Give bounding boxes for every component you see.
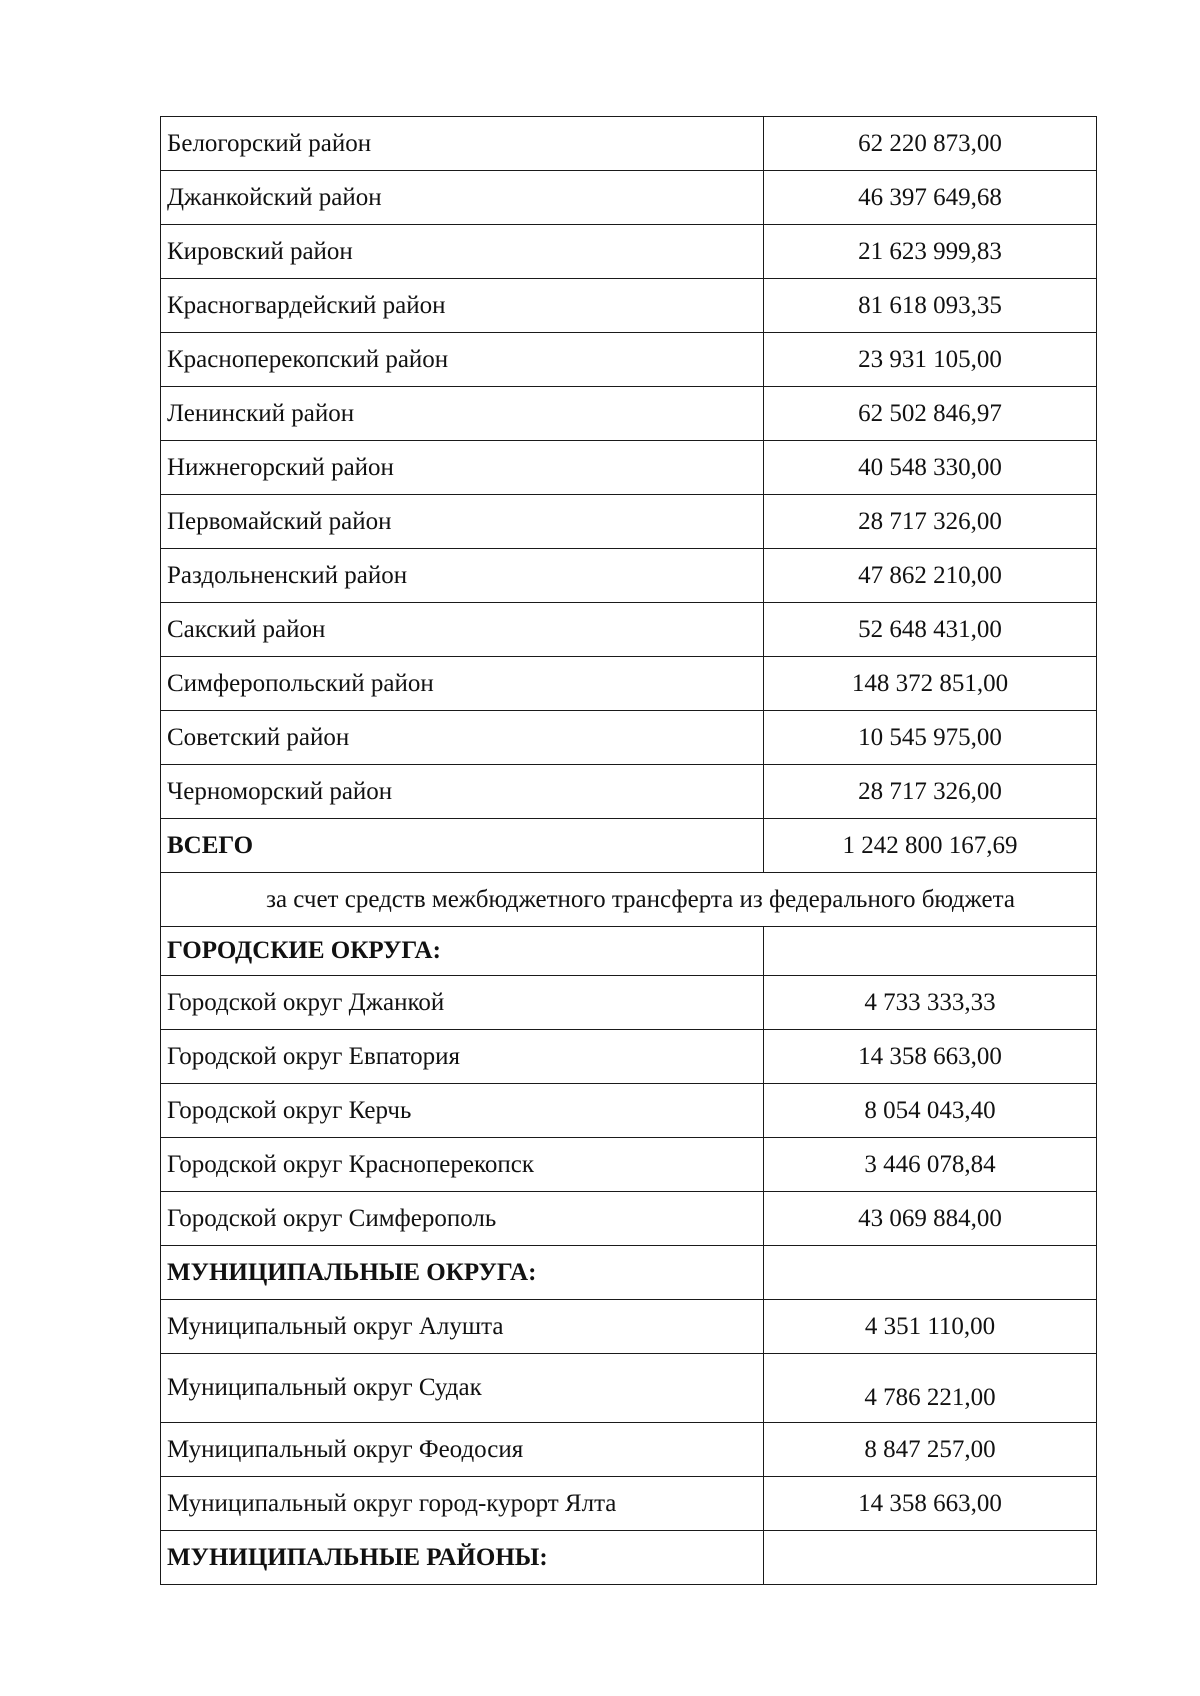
amount-cell: 8 847 257,00: [764, 1423, 1097, 1477]
section-heading-cell: МУНИЦИПАЛЬНЫЕ ОКРУГА:: [161, 1246, 764, 1300]
amount-cell: 52 648 431,00: [764, 603, 1097, 657]
municipality-name-cell: Кировский район: [161, 225, 764, 279]
amount-cell: 1 242 800 167,69: [764, 819, 1097, 873]
municipality-name-cell: Симферопольский район: [161, 657, 764, 711]
municipality-name-cell: Советский район: [161, 711, 764, 765]
amount-cell: 14 358 663,00: [764, 1477, 1097, 1531]
table-row: [161, 1030, 1097, 1084]
table-row: [161, 603, 1097, 657]
municipality-name-cell: Черноморский район: [161, 765, 764, 819]
table-row: [161, 1246, 1097, 1300]
amount-cell: 28 717 326,00: [764, 495, 1097, 549]
table-row: [161, 1192, 1097, 1246]
municipality-name-cell: Раздольненский район: [161, 549, 764, 603]
municipality-name-cell: Нижнегорский район: [161, 441, 764, 495]
municipality-name-cell: Городской округ Красноперекопск: [161, 1138, 764, 1192]
municipality-name-cell: Городской округ Евпатория: [161, 1030, 764, 1084]
amount-cell: 148 372 851,00: [764, 657, 1097, 711]
table-row: [161, 927, 1097, 976]
table-row: [161, 387, 1097, 441]
budget-allocation-table: [160, 116, 1097, 1585]
municipality-name-cell: Городской округ Керчь: [161, 1084, 764, 1138]
amount-cell: 62 502 846,97: [764, 387, 1097, 441]
section-heading-cell: МУНИЦИПАЛЬНЫЕ РАЙОНЫ:: [161, 1531, 764, 1585]
table-row: [161, 711, 1097, 765]
table-row: [161, 333, 1097, 387]
amount-cell: 62 220 873,00: [764, 117, 1097, 171]
table-row: [161, 1084, 1097, 1138]
table-row: [161, 549, 1097, 603]
section-note-cell: за счет средств межбюджетного трансферта из федерального бюджета: [161, 873, 1097, 927]
table-row: [161, 171, 1097, 225]
municipality-name-cell: Первомайский район: [161, 495, 764, 549]
municipality-name-cell: Ленинский район: [161, 387, 764, 441]
municipality-name-cell: Муниципальный округ Феодосия: [161, 1423, 764, 1477]
municipality-name-cell: Красногвардейский район: [161, 279, 764, 333]
table-row: [161, 495, 1097, 549]
municipality-name-cell: Джанкойский район: [161, 171, 764, 225]
amount-cell: 14 358 663,00: [764, 1030, 1097, 1084]
amount-cell: [764, 1531, 1097, 1585]
amount-cell: 4 733 333,33: [764, 976, 1097, 1030]
amount-cell: 8 054 043,40: [764, 1084, 1097, 1138]
amount-cell: 47 862 210,00: [764, 549, 1097, 603]
table-row: [161, 1354, 1097, 1423]
table-row: [161, 819, 1097, 873]
amount-cell: 23 931 105,00: [764, 333, 1097, 387]
table-row: [161, 765, 1097, 819]
table-row: [161, 279, 1097, 333]
table-row: [161, 873, 1097, 927]
table-row: [161, 976, 1097, 1030]
amount-cell: 81 618 093,35: [764, 279, 1097, 333]
table-row: [161, 1531, 1097, 1585]
municipality-name-cell: Городской округ Джанкой: [161, 976, 764, 1030]
amount-cell: 28 717 326,00: [764, 765, 1097, 819]
municipality-name-cell: Красноперекопский район: [161, 333, 764, 387]
amount-cell: [764, 927, 1097, 976]
table-row: [161, 225, 1097, 279]
section-heading-cell: ГОРОДСКИЕ ОКРУГА:: [161, 927, 764, 976]
table-row: [161, 1138, 1097, 1192]
amount-cell: [764, 1246, 1097, 1300]
table-row: [161, 1300, 1097, 1354]
municipality-name-cell: Муниципальный округ Судак: [161, 1354, 764, 1423]
table-row: [161, 657, 1097, 711]
amount-cell: 3 446 078,84: [764, 1138, 1097, 1192]
municipality-name-cell: Белогорский район: [161, 117, 764, 171]
amount-cell: 4 351 110,00: [764, 1300, 1097, 1354]
section-heading-cell: ВСЕГО: [161, 819, 764, 873]
table-row: [161, 441, 1097, 495]
municipality-name-cell: Муниципальный округ город-курорт Ялта: [161, 1477, 764, 1531]
amount-cell: 4 786 221,00: [764, 1354, 1097, 1423]
amount-cell: 21 623 999,83: [764, 225, 1097, 279]
amount-cell: 10 545 975,00: [764, 711, 1097, 765]
municipality-name-cell: Сакский район: [161, 603, 764, 657]
amount-cell: 43 069 884,00: [764, 1192, 1097, 1246]
municipality-name-cell: Муниципальный округ Алушта: [161, 1300, 764, 1354]
table-row: [161, 117, 1097, 171]
municipality-name-cell: Городской округ Симферополь: [161, 1192, 764, 1246]
table-row: [161, 1423, 1097, 1477]
table-body: [161, 117, 1097, 1585]
table-row: [161, 1477, 1097, 1531]
amount-cell: 40 548 330,00: [764, 441, 1097, 495]
amount-cell: 46 397 649,68: [764, 171, 1097, 225]
